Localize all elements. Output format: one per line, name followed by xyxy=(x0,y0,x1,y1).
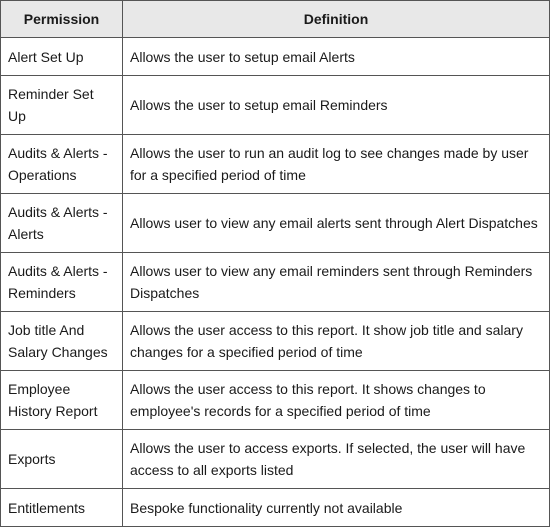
permission-cell: Audits & Alerts - Operations xyxy=(1,135,123,194)
permission-cell: Exports xyxy=(1,430,123,489)
table-row xyxy=(1,371,550,430)
table-header-row xyxy=(1,1,550,38)
definition-cell: Allows the user to setup email Reminders xyxy=(123,76,550,135)
table-row xyxy=(1,430,550,489)
table-row xyxy=(1,76,550,135)
definition-column-header: Definition xyxy=(123,1,550,38)
definition-cell: Allows the user to run an audit log to see changes made by user for a specified period of time xyxy=(123,135,550,194)
permission-cell: Alert Set Up xyxy=(1,38,123,76)
definition-cell: Allows the user access to this report. It shows changes to employee's records for a specified period of time xyxy=(123,371,550,430)
table-row xyxy=(1,194,550,253)
permission-cell: Reminder Set Up xyxy=(1,76,123,135)
definition-cell: Allows user to view any email reminders sent through Reminders Dispatches xyxy=(123,253,550,312)
definition-cell: Allows the user to access exports. If selected, the user will have access to all exports listed xyxy=(123,430,550,489)
permission-cell: Audits & Alerts - Alerts xyxy=(1,194,123,253)
permission-cell: Employee History Report xyxy=(1,371,123,430)
definition-cell: Allows the user access to this report. It show job title and salary changes for a specified period of time xyxy=(123,312,550,371)
permission-cell: Audits & Alerts - Reminders xyxy=(1,253,123,312)
definition-cell: Bespoke functionality currently not available xyxy=(123,489,550,527)
permission-column-header: Permission xyxy=(1,1,123,38)
table-row xyxy=(1,253,550,312)
table-row xyxy=(1,489,550,527)
definition-cell: Allows the user to setup email Alerts xyxy=(123,38,550,76)
definition-cell: Allows user to view any email alerts sent through Alert Dispatches xyxy=(123,194,550,253)
table-row xyxy=(1,312,550,371)
permission-cell: Entitlements xyxy=(1,489,123,527)
table-row xyxy=(1,38,550,76)
table-row xyxy=(1,135,550,194)
permission-cell: Job title And Salary Changes xyxy=(1,312,123,371)
